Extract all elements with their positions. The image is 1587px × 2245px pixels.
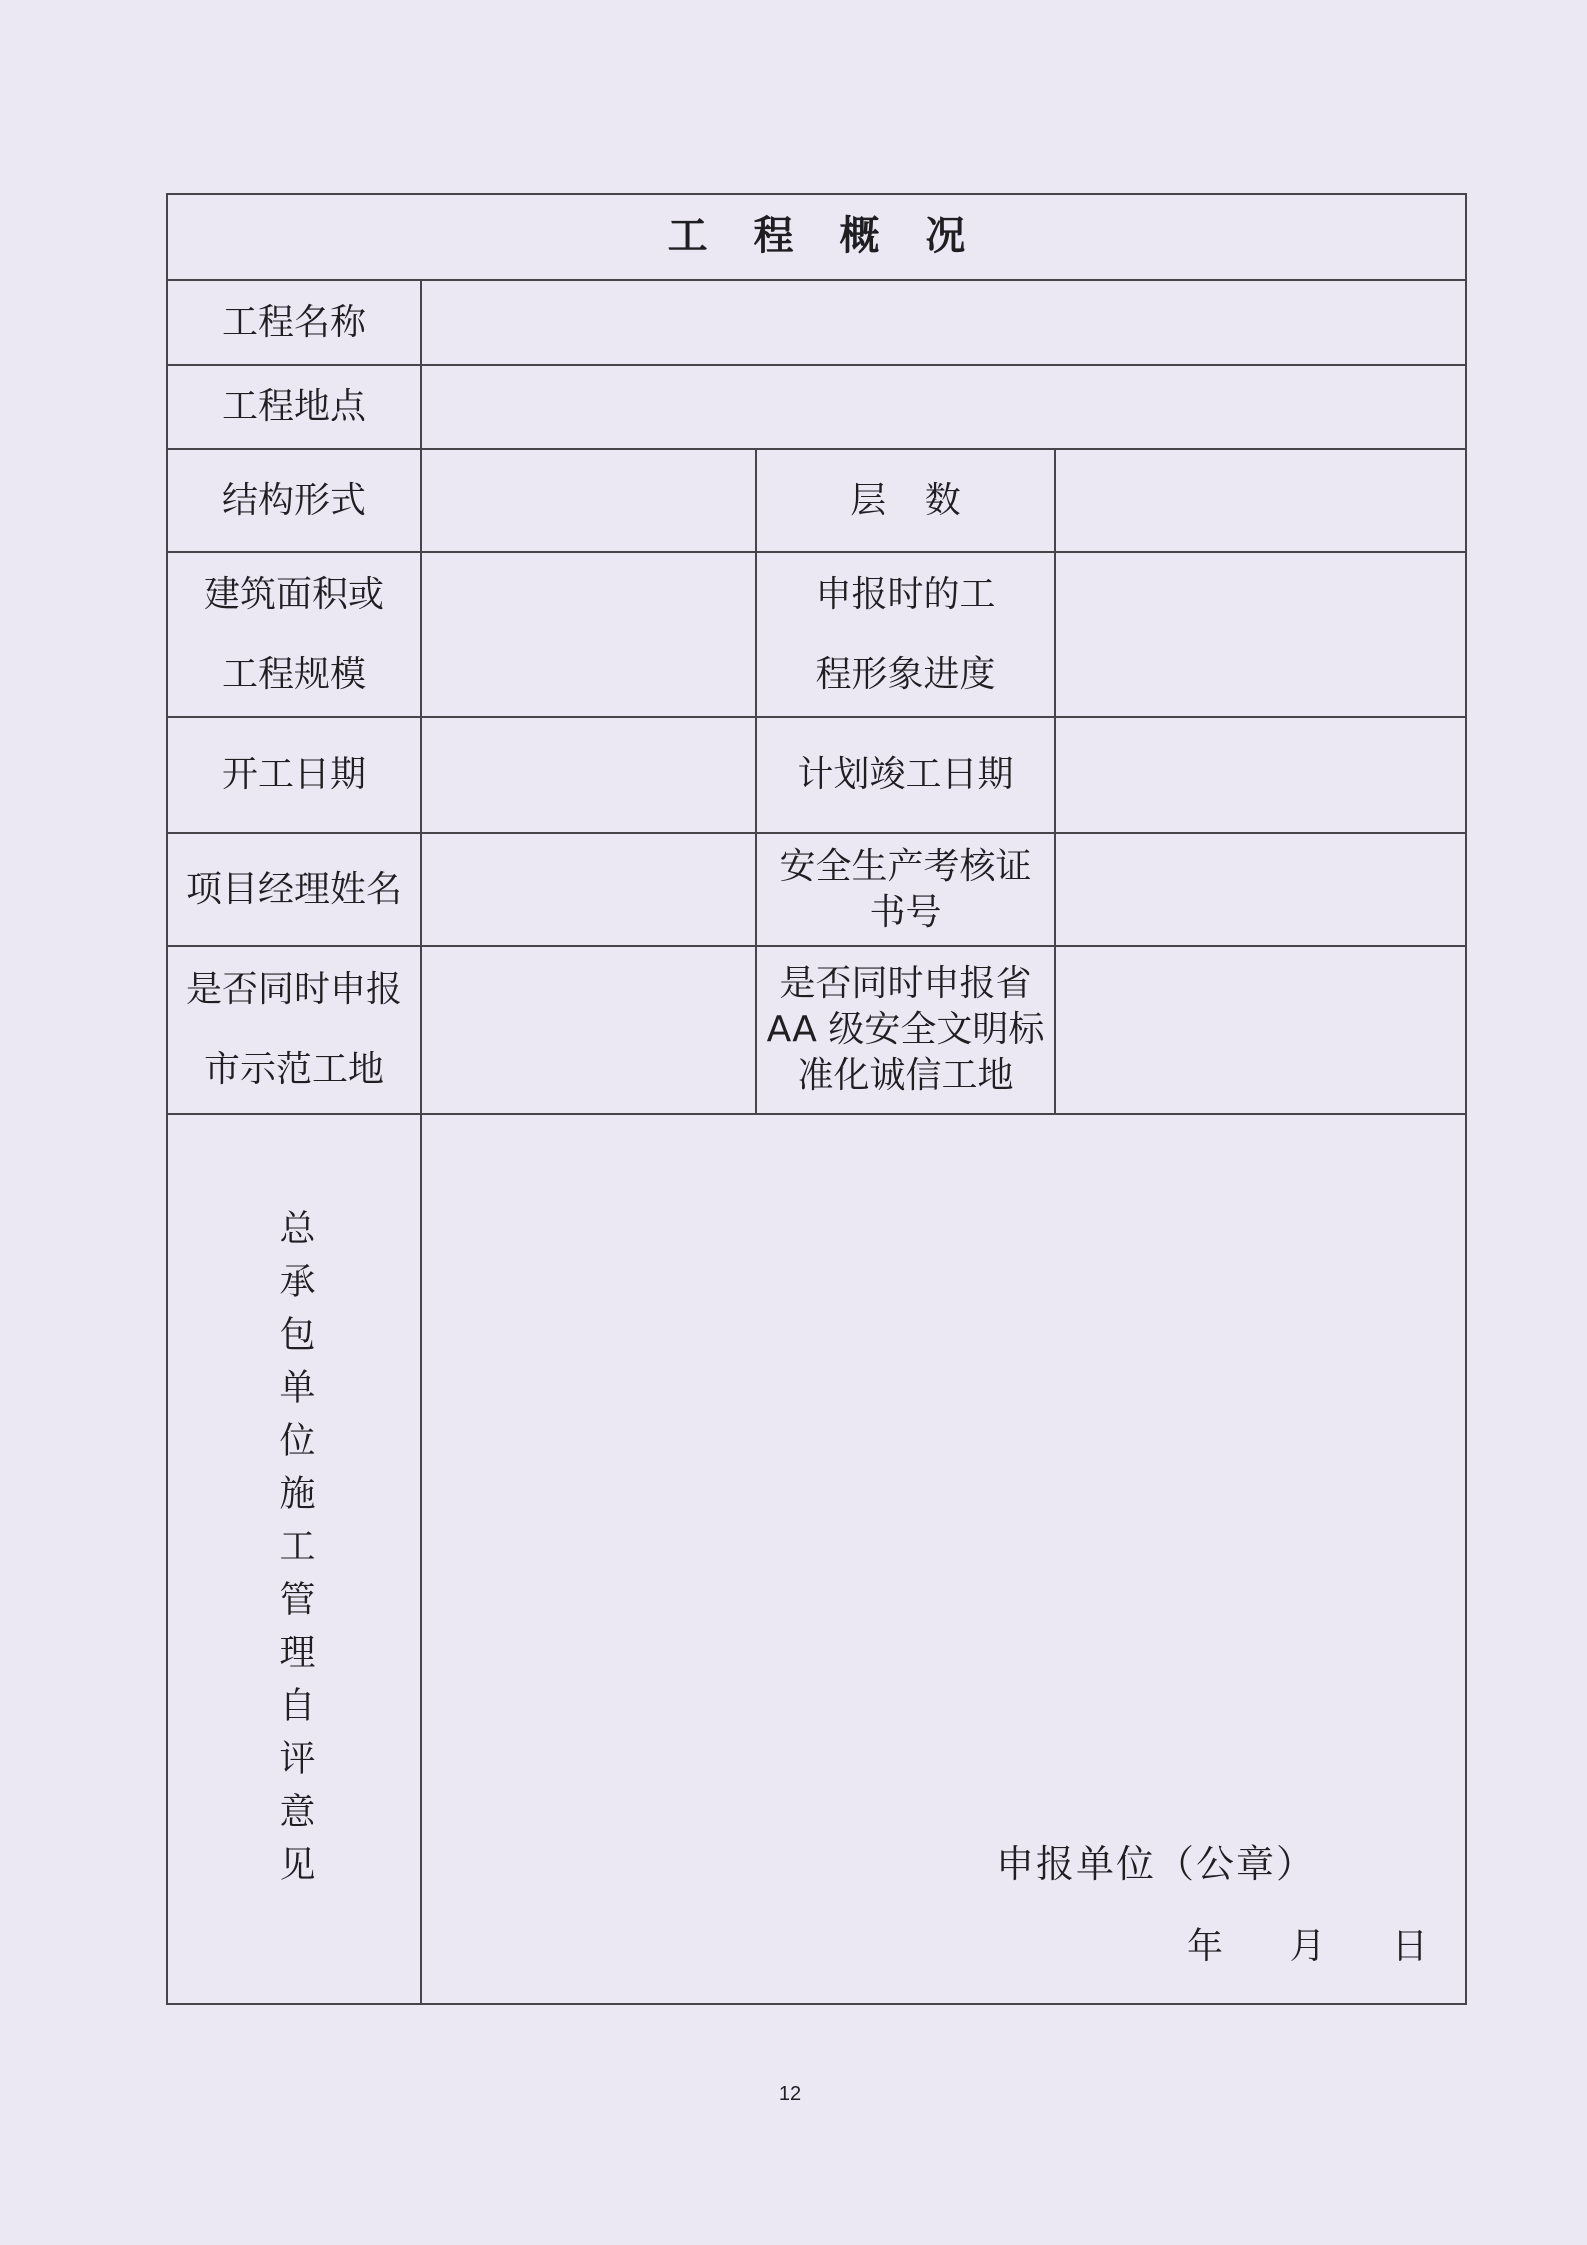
- label-line: 建筑面积或: [203, 573, 384, 615]
- value-project-name: [421, 280, 1466, 365]
- value-self-evaluation: [421, 1114, 1466, 2004]
- project-overview-table: [166, 193, 1467, 2005]
- value-building-area: [421, 552, 756, 717]
- label-line: 安全生产考核证: [779, 845, 1032, 887]
- label-project-name: 工程名称: [167, 280, 421, 365]
- page-number: 12: [778, 2083, 802, 2105]
- label-floors: [756, 449, 1055, 552]
- label-floors-text: 层 数: [850, 479, 961, 521]
- value-project-location: [421, 365, 1466, 449]
- value-provincial-aa-site: [1055, 946, 1466, 1114]
- label-line: 市示范工地: [203, 1049, 384, 1090]
- self-evaluation-area: [422, 1115, 1465, 2003]
- value-manager-name: [421, 833, 756, 946]
- value-city-demo-site: [421, 946, 756, 1114]
- label-line: 是否同时申报: [185, 969, 402, 1010]
- label-progress: [756, 552, 1055, 717]
- label-building-area: [167, 552, 421, 717]
- label-line: 准化诚信工地: [797, 1055, 1014, 1096]
- label-planned-completion: 计划竣工日期: [756, 717, 1055, 833]
- self-evaluation-vertical-text: 总承包单位施工管理自评意见: [274, 1209, 315, 1898]
- label-line: 工程规模: [221, 653, 366, 695]
- label-line: 是否同时申报省: [779, 963, 1032, 1004]
- applicant-seal-line: 申报单位（公章）: [996, 1842, 1317, 1886]
- label-project-location: 工程地点: [167, 365, 421, 449]
- label-start-date: 开工日期: [167, 717, 421, 833]
- label-line: 程形象进度: [815, 653, 996, 695]
- value-progress: [1055, 552, 1466, 717]
- date-line: 年 月 日: [1187, 1926, 1428, 1967]
- label-line: AA 级安全文明标: [766, 1009, 1045, 1050]
- label-structure-type: 结构形式: [167, 449, 421, 552]
- value-safety-cert: [1055, 833, 1466, 946]
- label-line: 书号: [869, 891, 942, 933]
- label-line: 申报时的工: [815, 573, 996, 615]
- label-safety-cert: [756, 833, 1055, 946]
- value-structure-type: [421, 449, 756, 552]
- table-title: [167, 194, 1466, 280]
- label-city-demo-site: [167, 946, 421, 1114]
- value-planned-completion: [1055, 717, 1466, 833]
- label-self-evaluation: [167, 1114, 421, 2004]
- label-manager-name: 项目经理姓名: [167, 833, 421, 946]
- label-provincial-aa-site: [756, 946, 1055, 1114]
- value-floors: [1055, 449, 1466, 552]
- table-title-text: 工 程 概 况: [667, 213, 966, 259]
- value-start-date: [421, 717, 756, 833]
